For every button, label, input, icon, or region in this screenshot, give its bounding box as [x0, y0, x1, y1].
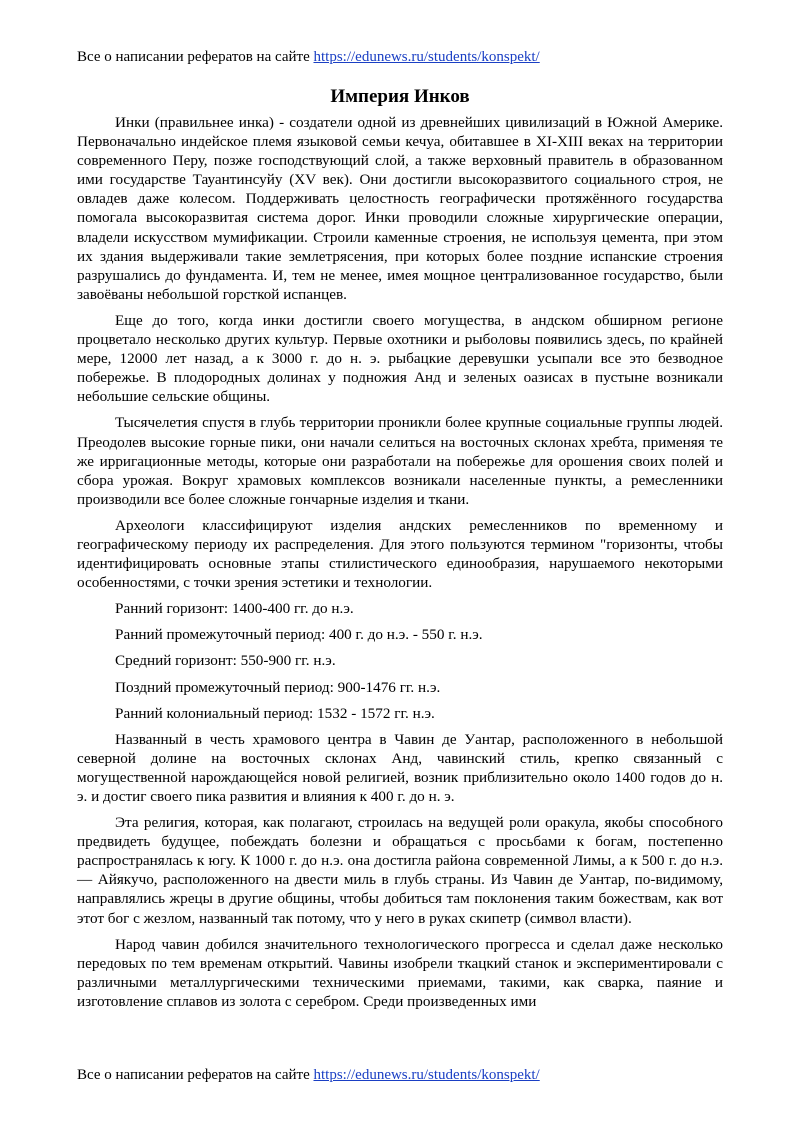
document-body — [77, 86, 723, 1018]
header-link[interactable]: https://edunews.ru/students/konspekt/ — [313, 49, 540, 65]
paragraph: Археологи классифицируют изделия андских ремесленников по временному и географическому периоду их распределения. Для этого пользуются термином "горизонты, чтобы идентифицировать основные этапы стилистического единообразия, нарушаемого некоторыми особенностями, с точки зрения эстетики и технологии. — [77, 516, 723, 592]
page-footer — [77, 1066, 540, 1084]
period-item: Поздний промежуточный период: 900-1476 гг. н.э. — [115, 678, 441, 696]
paragraph: Тысячелетия спустя в глубь территории проникли более крупные социальные группы людей. Преодолев высокие горные пики, они начали селиться на восточных склонах хребта, применяя те же ирригационные методы, которые они разработали на побережье для орошения своих полей и сбора урожая. Вокруг храмовых комплексов возникали населенные пункты, а ремесленники производили все более сложные гончарные изделия и ткани. — [77, 414, 723, 508]
period-item: Ранний горизонт: 1400-400 гг. до н.э. — [115, 600, 354, 618]
paragraph: Инки (правильнее инка) - создатели одной из древнейших цивилизаций в Южной Америке. Первоначально индейское племя языковой семьи кечуа, обитавшее в XI-XIII веках на территории современного Перу, позже господствующий слой, а также верховный правитель в образованном ими государстве Тауантинсуйу (XV век). Они достигли высокоразвитого социального строя, не овладев даже колесом. Поддерживать целостность географически протяжённого государства помогала высокоразвитая система дорог. Инки проводили сложные хирургические операции, владели искусством мумификации. Строили каменные строения, не используя цемента, при этом их здания выдерживали такие землетрясения, при которых более поздние испанские строения разрушались до фундамента. И, тем не менее, имея мощное централизованное государство, были завоёваны небольшой горсткой испанцев. — [77, 114, 723, 303]
period-item: Ранний колониальный период: 1532 - 1572 гг. н.э. — [115, 704, 435, 722]
period-item: Средний горизонт: 550-900 гг. н.э. — [115, 652, 336, 670]
paragraph: Названный в честь храмового центра в Чавин де Уантар, расположенного в небольшой северной долине на восточных склонах Анд, чавинский стиль, крепко связанный с могущественной нарождающейся новой религией, возник приблизительно около 1400 годов до н. э. и достиг своего пика развития и влияния к 400 г. до н. э. — [77, 730, 723, 805]
paragraph: Еще до того, когда инки достигли своего могущества, в андском обширном регионе процветало несколько других культур. Первые охотники и рыболовы появились здесь, по крайней мере, 12000 лет назад, а к 3000 г. до н. э. рыбацкие деревушки усыпали все это безводное побережье. В плодородных долинах у подножия Анд и зеленых оазисах в пустыне возникали небольшие сельские общины. — [77, 311, 723, 406]
footer-text: Все о написании рефератов на сайте — [77, 1067, 314, 1083]
period-item: Ранний промежуточный период: 400 г. до н.э. - 550 г. н.э. — [115, 626, 483, 644]
paragraph: Эта религия, которая, как полагают, строилась на ведущей роли оракула, якобы способного предвидеть будущее, побеждать болезни и обращаться с просьбами к богам, постепенно распространялась к югу. К 1000 г. до н.э. она достигла района современной Лимы, а к 500 г. до н.э. — Айякучо, расположенного на двести миль в глубь страны. Из Чавин де Уантар, по-видимому, направлялись жрецы в другие общины, чтобы добиться там поклонения таким божествам, как вот этот бог с жезлом, названный так потому, что у него в руках скипетр (символ власти). — [77, 814, 723, 927]
header-text: Все о написании рефератов на сайте — [77, 49, 314, 65]
paragraph: Народ чавин добился значительного технологического прогресса и сделал даже несколько передовых по тем временам открытий. Чавины изобрели ткацкий станок и экспериментировали с различными металлургическими техническими приемами, такими, как сварка, паяние и изготовление сплавов из золота с серебром. Среди произведенных ими — [77, 935, 723, 1010]
page-header — [77, 48, 540, 66]
footer-link[interactable]: https://edunews.ru/students/konspekt/ — [313, 1067, 540, 1083]
document-title: Империя Инков — [330, 86, 470, 107]
